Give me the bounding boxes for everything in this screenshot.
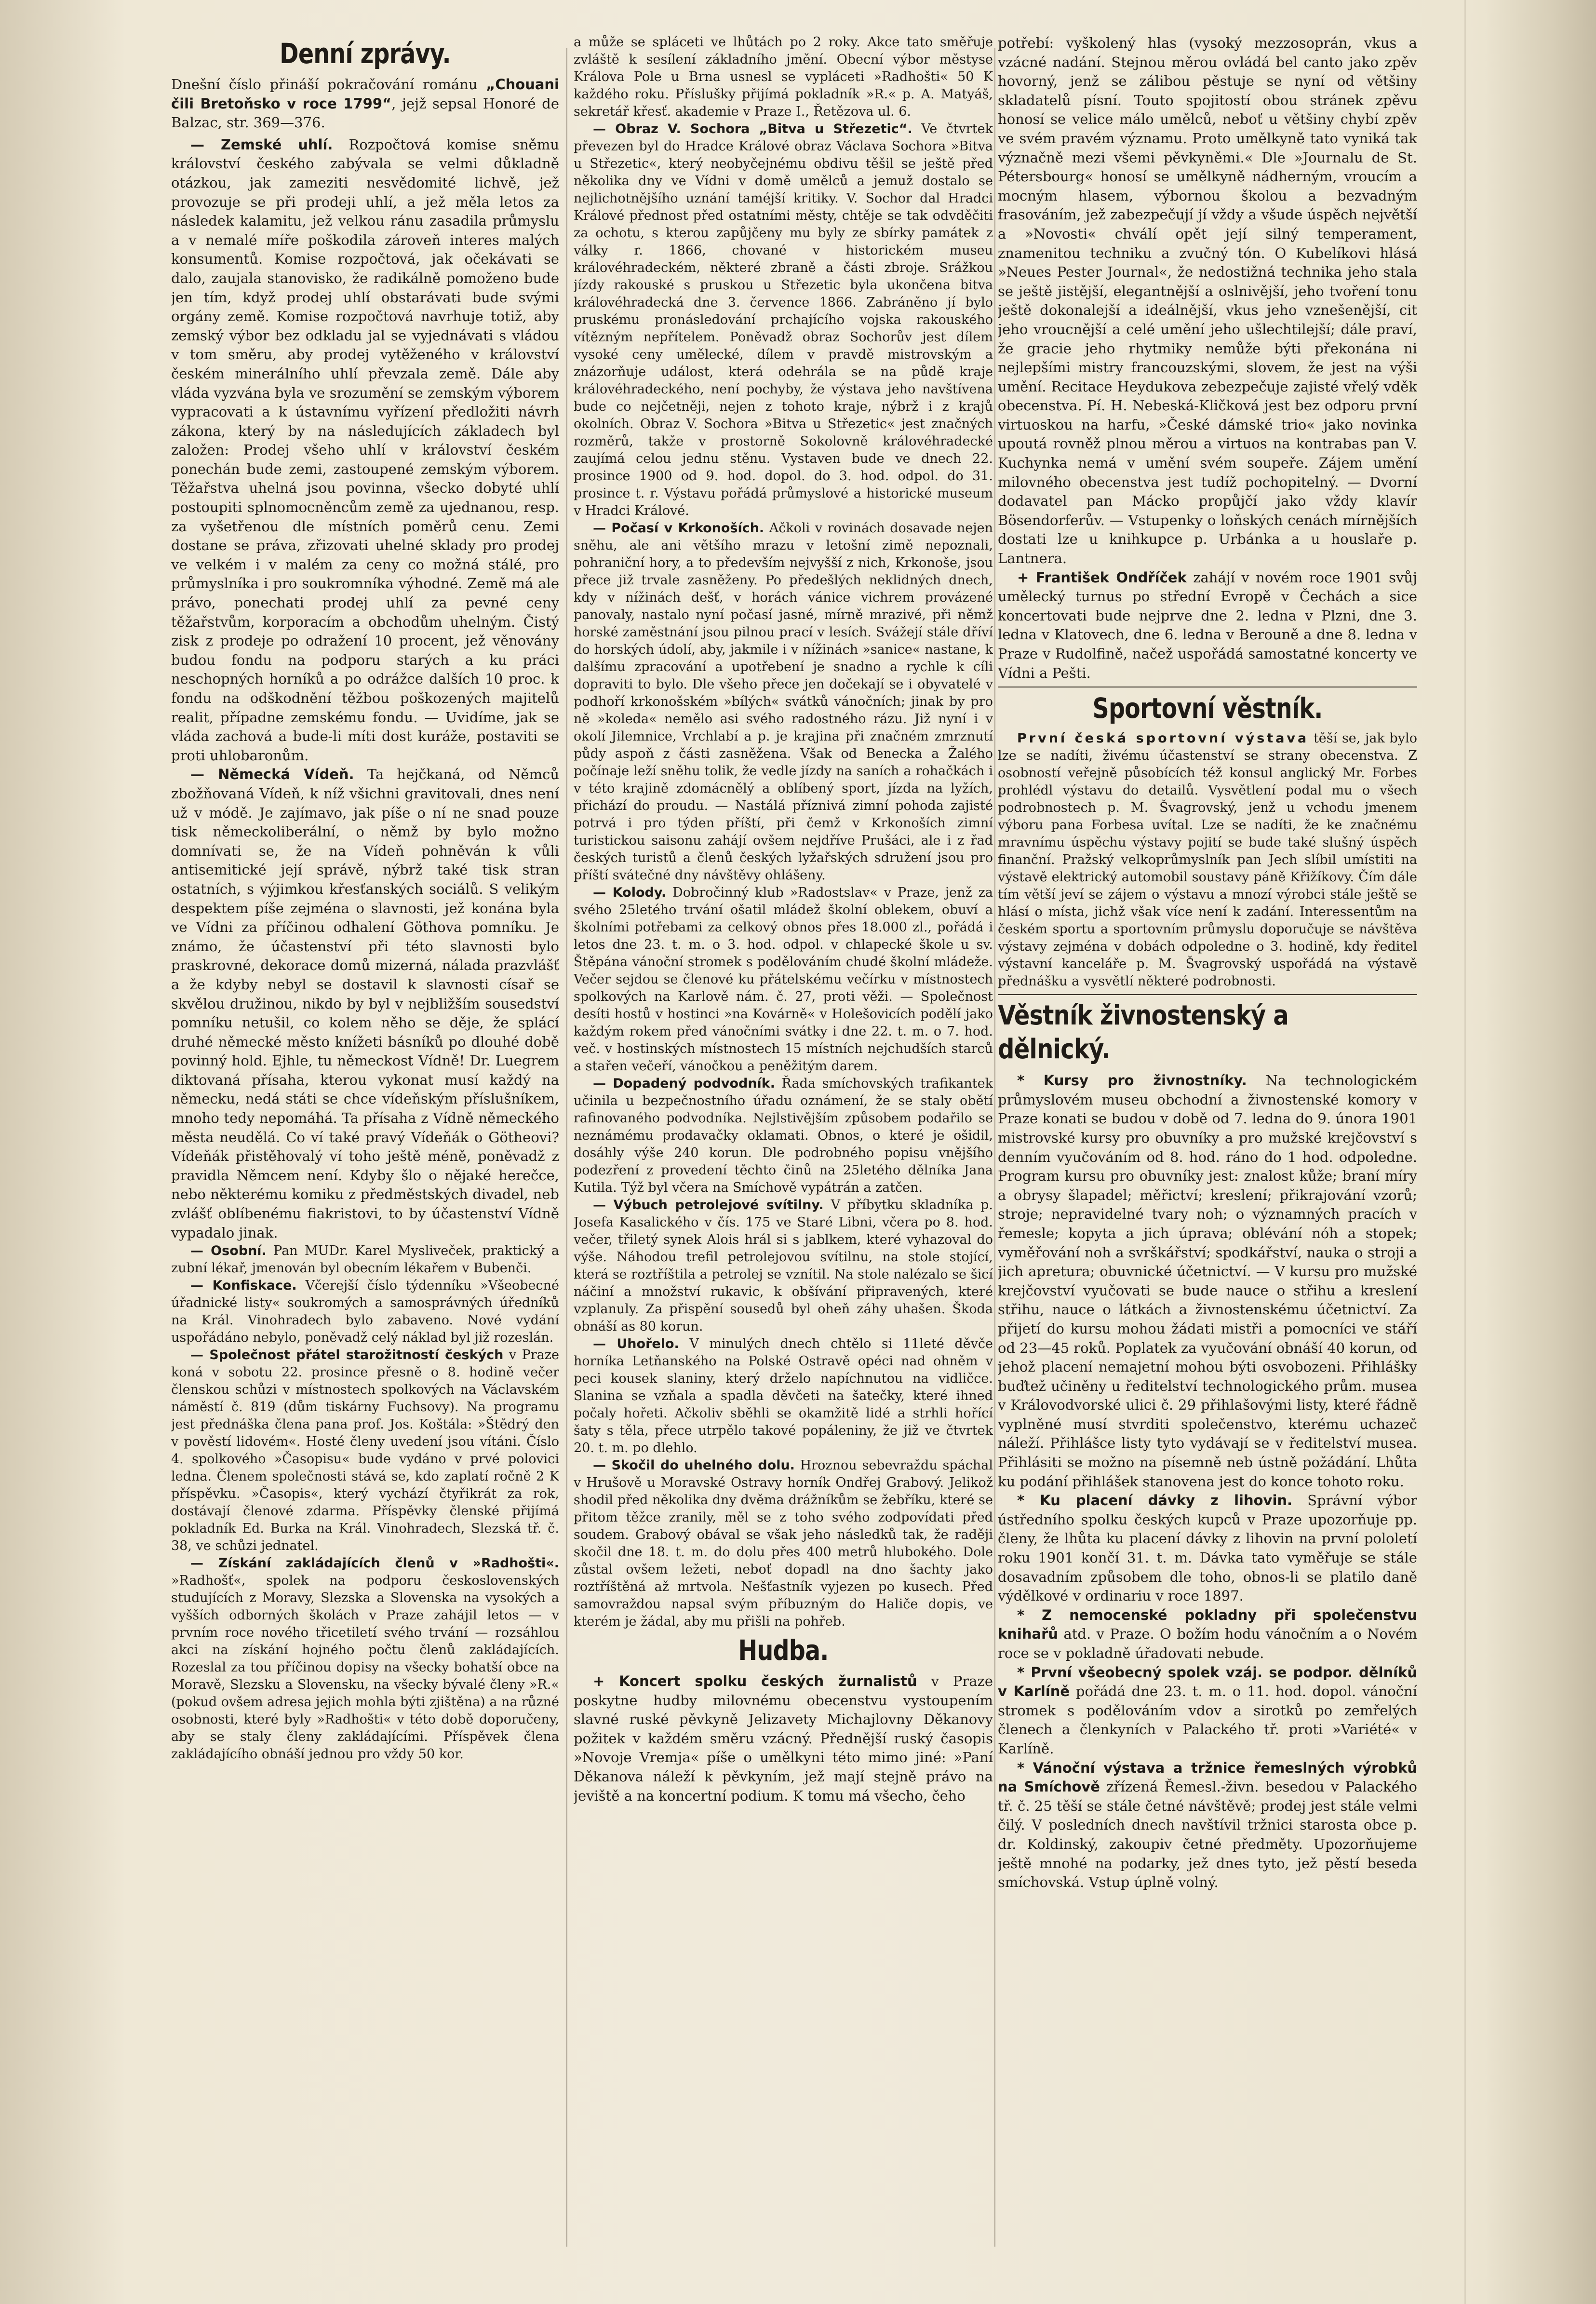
article-body: Na technologickém průmyslovém museu obchodní a živnostenské komory v Praze konati se budou v době od 7. ledna do 9. února 1901 mistrovské kursy pro obuvníky a pro mužské krejčovství s denním vyučováním od 8. hod. ráno do 1 hod. odpoledne. Program kursu pro obuvníky jest: znalost kůže; braní míry a obrysy šlapadel; měřictví; kreslení; přikrajování vzorů; stroje; nepravidelné tvary noh; o významných pracích v řemesle; kopyta a jich úprava; oblévání nóh a stopek; vyměřování noh a svrškářství; spodkářství, nauka o stroji a jich apretura; obuvnické účetnictví. — V kursu pro mužské krejčovství vyučovati se bude nauce o střihu a kreslení střihu, nauce o látkách a živnostenskému účetnictví. Za přijetí do kursu mohou žádati mistři a pomocníci ve stáří od 23—45 roků. Poplatek za vyučování obnáší 40 korun, od jehož placení nemajetní mohou býti osvobozeni. Přihlášky buďtež učiněny u ředitelství technologického prům. musea v Královodvorské ulici č. 29 přihlašovými listy, které řádně vyplněné musí stvrditi společenstvo, kterému uchazeč náleží. Přihlášce listy tyto vydávají se v ředitelství musea. Přihlásiti se možno na písemně neb ústně požádání. Lhůta ku podání přihlášek stanovena jest do konce tohoto roku. (998, 1072, 1417, 1490)
article-body: atd. v Praze. O božím hodu vánočním a o Novém roce se v pokladně úřadovati nebude. (998, 1626, 1417, 1661)
article-body: Správní výbor ústředního spolku českých kupců v Praze upozorňuje pp. členy, že lhůta ku placení dávky z lihovin na první pololetí roku 1901 končí 31. t. m. Dávka tato vyměřuje se stále dosavadním způsobem dle toho, obnos-li se platilo daně výdělkové v ordinariu v roce 1897. (998, 1492, 1417, 1604)
article-body: Rozpočtová komise sněmu království českého zabývala se velmi důkladně otázkou, jak zameziti nesvědomité lichvě, jež provozuje se při prodeji uhlí, a jež měla letos za následek kalamitu, jež velkou ránu zasadila průmyslu a v nemalé míře poškodila zároveň interes malých konsumentů. Komise rozpočtová, jak očekávati se dalo, zaujala stanovisko, že radikálně pomoženo bude jen tím, když prodej uhlí obstarávati bude svými orgány země. Komise rozpočtová navrhuje totiž, aby zemský výbor bez odkladu jal se vyjednávati s vládou v tom směru, aby prodej vytěženého v království českém minerálního uhlí převzala země. Dále aby vláda vyzvána byla ve srozumění se zemským výborem vypracovati a k ústavnímu vyřízení předložiti návrh zákona, který by na následujících základech byl založen: Prodej všeho uhlí v království českém ponechán bude zemi, zastoupené zemským výborem. Těžařstva uhelná jsou povinna, všecko dobyté uhlí postoupiti splnomocněncům země za ujednanou, resp. za vyšetřenou dle místních poměrů cenu. Zemi dostane se práva, zřizovati uhelné sklady pro prodej ve velkém i v malém za ceny co možná stálé, pro průmyslníka i pro soukromníka výhodné. Země má ale právo, ponechati prodej uhlí za pevné ceny těžařstvům, korporacím a obchodům uhelným. Čistý zisk z prodeje po odražení 10 procent, jež věnovány budou fondu na podporu starých a ku práci neschopných horníků a po odrážce dalších 10 proc. k fondu na odškodnění těžbou poškozených majitelů realit, případne zemskému fondu. — Uvidíme, jak se vláda zachová a bude-li míti dost kuráže, postaviti se proti uhlobaronům. (171, 136, 559, 764)
page-left-shadow (0, 0, 125, 2304)
intro-text: Dnešní číslo přináší pokračování románu (171, 76, 486, 93)
column-2 (574, 34, 993, 2271)
article-list (574, 34, 993, 1630)
article (171, 135, 559, 766)
article-body: Ačkoli v rovinách dosavade nejen sněhu, ale ani většího mrazu v letošní zimě nepoznali, pohraniční hory, a to především nejvyšší z nich, Krkonoše, jsou přece již trvale zasněženy. Po předešlých neklidných dnech, kdy v nížinách dešť, v horách vánice vichrem provázené panovaly, nastalo nyní počasí jasné, mírně mrazivé, při němž horské zaměstnání jsou pilnou prací v lesích. Svážejí stále dříví do horských údolí, aby, jakmile i v nížinách »sanice« nastane, k dalšímu zpracování a upotřebení je snadno a rychle k cíli dopraviti to bylo. Dle všeho přece jen dočekají se i obyvatelé v podhoří krkonošském »bílých« svátků vánočních; jinak by pro ně »koleda« nemělo asi svého radostného rázu. Již nyní i v okolí Jilemnice, Vrchlabí a p. je krajina při značném zmrznutí půdy aspoň z části zasněžena. Však od Benecka a Žalého počínaje leží sněhu tolik, že vedle jízdy na saních a rohačkách i v této krajině zdomácnělý a oblíbený sport, jízda na lyžích, přichází do proudu. — Nastálá příznivá zimní pohoda zajisté potrvá i pro týden příští, při čemž v Krkonoších zimní turistickou saisonu zahájí ovšem nejdříve Prušáci, ale i z řad českých turistů a členů českých lyžařských sdružení jsou pro příští svátečné dny návštěvy ohlášeny. (574, 521, 993, 883)
article (574, 1197, 993, 1335)
article (998, 568, 1417, 683)
section-heading-trade: Věstník živnostenský a dělnický. (998, 1000, 1288, 1065)
article-body: Ve čtvrtek převezen byl do Hradce Králové obraz Václava Sochora »Bitva u Střezetic«, který neobyčejnému obdivu těšil se ještě před několika dny ve Vídni v domě umělců a jemuž dostalo se nejlichotnějšího uznání taméjší kritiky. V. Sochor dal Hradci Králové přednost před ostatními městy, chtěje se tak odvděčiti za ochotu, s kterou zapůjčeny mu byly ze sbírky památek z války r. 1866, chované v historickém museu královéhradeckém, některé zbraně a části zbroje. Srážkou jízdy rakouské s pruskou u Střezetic byla ukončena bitva královéhradecká dne 3. července 1866. Zabráněno jí bylo pruskému pronásledování prchajícího vojska rakouského vítězným nepřítelem. Poněvadž obraz Sochorův jest dílem vysoké ceny umělecké, dílem v pravdě mistrovským a znázorňuje událost, která odehrála se na půdě kraje královéhradeckého, není pochyby, že výstava jeho navštívena bude co nejčetněji, nejen z tohoto kraje, nýbrž i z krajů okolních. Obraz V. Sochora »Bitva u Střezetic« jest značných rozměrů, takže v prostorně Sokolovně královéhradecké zaujímá celou jednu stěnu. Vystaven bude ve dnech 22. prosince 1900 od 9. hod. dopol. do 3. hod. odpol. do 31. prosince t. r. Výstavu pořádá průmyslové a historické museum v Hradci Králové. (574, 121, 993, 518)
section-heading-daily-news: Denní zprávy. (280, 37, 451, 70)
article (171, 1555, 559, 1763)
article-body: Včerejší číslo týdenníku »Všeobecné úřadnické listy« soukromých a samosprávných úředníků na Král. Vinohradech bylo zabaveno. Nové vydání uspořádáno nebylo, poněvadž celý náklad byl již rozeslán. (171, 1278, 559, 1346)
article-title: — Společnost přátel starožitností českých (190, 1347, 504, 1363)
article-body: »Radhošť«, spolek na podporu československých studujících z Moravy, Slezska a Slovenska na vysokých a vyšších odborných školách v Praze zahájil letos — v prvním roce nového třicetiletí svého trvání — rozsáhlou akci na získání hojného počtu členů zakládajících. Rozeslal za tou příčinou dopisy na všecky bohatší obce na Moravě, Slezsku a Slovensku, na všecky bývalé členy »R.« (pokud ovšem adresa jejich mohla býti zjištěna) a na různé osobnosti, které byly »Radhošti« v této době doporučeny, aby se staly členy zakládajícími. Příspěvek člena zakládajícího obnáší jednou pro vždy 50 kor. (171, 1573, 559, 1762)
article (171, 1347, 559, 1555)
article (574, 1672, 993, 1805)
article (998, 730, 1417, 990)
article-title: — Výbuch petrolejové svítilny. (593, 1198, 824, 1213)
article-title: * Ku placení dávky z lihovin. (1017, 1492, 1293, 1509)
article (574, 884, 993, 1075)
article-title: — Zemské uhlí. (190, 136, 333, 153)
article (171, 765, 559, 1242)
article (998, 1491, 1417, 1606)
article-title: * Kursy pro živnostníky. (1017, 1072, 1247, 1089)
article-body: Hroznou sebevraždu spáchal v Hrušově u Moravské Ostravy horník Ondřej Grabový. Jelikož shodil před několika dny dvěma drážníkům se žebříku, které se přitom těžce zranily, měl se z toho svého zodpovídati před soudem. Grabový obával se však jeho následků tak, že raději skočil dne 18. t. m. do dolu přes 400 metrů hlubokého. Dole zůstal ovšem ležeti, neboť dopadl na dno šachty jako roztříštěná až mrtvola. Nešťastník vyjezen po kusech. Před samovraždou napsal svým příbuzným do Haliče dopis, ve kterém je žádal, aby mu přišli na pohřeb. (574, 1458, 993, 1629)
article-list (171, 135, 559, 1763)
article-title: + Koncert spolku českých žurnalistů (593, 1673, 917, 1689)
article-title: + František Ondříček (1017, 569, 1187, 586)
section-rule (998, 994, 1417, 995)
article (998, 1071, 1417, 1491)
article-title: — Osobní. (190, 1243, 267, 1259)
article-title: — Uhořelo. (593, 1336, 679, 1351)
article-body: Řada smíchovských trafikantek učinila u bezpečnostního úřadu oznámení, že se staly obětí rafinovaného podvodníka. Nejlstivějším způsobem podařilo se neznámému prodavačky oklamati. Obnos, o které je ošidil, dosáhly výše 240 korun. Dle podrobného popisu vnějšího podezření z provedení těchto činů na 25letého dělníka Jana Kutila. Týž byl včera na Smíchově vypátrán a zatčen. (574, 1076, 993, 1195)
article (171, 1242, 559, 1277)
article-body: Pan MUDr. Karel Mysliveček, praktický a zubní lékař, jmenován byl obecním lékařem v Bubenči. (171, 1243, 559, 1276)
column-divider (994, 48, 995, 2247)
article (574, 34, 993, 121)
column-1 (171, 34, 559, 2271)
intro-paragraph (171, 75, 559, 133)
article-title: * První všeobecný spolek vzáj. se podpor. dělníků v Karlíně (998, 1664, 1417, 1700)
article-body: V minulých dnech chtělo si 11leté děvče horníka Letňanského na Polské Ostravě opéci nad ohněm v peci kousek slaniny, který drželo napíchnutou na vidličce. Slanina se vzňala a spadla děvčeti na šatečky, které ihned počaly hořeti. Ačkoliv sběhli se okamžitě lidé a strhli hořící šaty s těla, přece utrpělo takové popáleniny, že již ve čtvrtek 20. t. m. po dlehlo. (574, 1336, 993, 1455)
article (998, 1663, 1417, 1759)
section-heading-music: Hudba. (738, 1634, 829, 1667)
intro-text-end: , jejž sepsal Honoré de Balzac, str. 369—376. (171, 95, 559, 131)
column-3 (998, 34, 1417, 2271)
article-body: Ta hejčkaná, od Němců zbožňovaná Vídeň, k níž všichni gravitovali, dnes není už v módě. Je zajímavo, jak píše o ní ne snad pouze tisk německoliberální, o němž by bylo možno domnívati se, že na Vídeň pohněván k vůli antisemitické její správě, nýbrž také tisk stran ostatních, s výjimkou křesťanských sociálů. S velikým despektem píše zejména o slavnosti, jež konána byla ve Vídni za příčinou odhalení Göthova pomníku. Je známo, že účastenství při této slavnosti bylo praskrovné, dekorace domů mizerná, nálada prazvlášť a že kdyby nebyl se dostavil k slavnosti císař se skvělou družinou, nikdo by byl v nejbližším sousedství pomníku netušil, co kolem něho se děje, že splácí druhé německé město knížeti básníků po dlouhé době povinný hold. Ejhle, tu německost Vídně! Dr. Luegrem diktovaná přísaha, kterou vykonat musí každý na německu, nedá státi se chce vídeňským příslušníkem, mnoho tedy nepomáhá. Ta přísaha z Vídně německého města neudělá. Co ví také pravý Vídeňák o Götheovi? Vídeňák přistěhovalý ví toho ještě méně, poněvadž z pravidla Němcem není. Kdyby šlo o nějaké herečce, nebo některému komiku z předměstských divadel, neb zvlášť oblíbenému fiakristovi, to by účastenství Vídně vypadalo jinak. (171, 766, 559, 1241)
article-title: — Získání zakládajících členů v »Radhošti«. (190, 1556, 559, 1571)
article-body: v Praze poskytne hudby milovnému obecenstvu vystoupením slavné ruské pěvkyně Jelizavety Michajlovny Děkanovy požitek v každém směru vzácný. Přednější ruský časopis »Novoje Vremja« píše o umělkyni této mimo jiné: »Paní Děkanova náleží k pěvkyním, jež mají stejně právo na jeviště a na koncertní podium. K tomu má všecho, čeho (574, 1673, 993, 1804)
article-body: v Praze koná v sobotu 22. prosince přesně o 8. hodině večer členskou schůzi v místnostech spolkových na Václavském náměstí č. 819 (dům tiskárny Fuchsovy). Na programu jest přednáška člena pana prof. Jos. Koštála: »Štědrý den v pověstí lidovém«. Hosté členy uvedení jsou vítáni. Číslo 4. spolkového »Časopisu« bude vydáno v prvé polovici ledna. Členem společnosti stává se, kdo zaplatí ročně 2 K příspěvku. »Časopis«, který vychází čtyřikrát za rok, dostávají členové zdarma. Příspěvky členské přijímá pokladník Ed. Burka na Král. Vinohradech, Slezská tř. č. 38, ve schůzi jednatel. (171, 1347, 559, 1554)
article-body: zahájí v novém roce 1901 svůj umělecký turnus po střední Evropě v Čechách a sice koncertovati bude nejprve dne 2. ledna v Plzni, dne 3. ledna v Klatovech, dne 6. ledna v Berouně a dne 8. ledna v Praze v Rudolfině, načež uspořádá samostatné koncerty ve Vídni a Pešti. (998, 569, 1417, 681)
article (171, 1277, 559, 1347)
article (574, 1335, 993, 1457)
article (574, 121, 993, 520)
article (998, 1759, 1417, 1892)
article (574, 1075, 993, 1197)
article-title: — Německá Vídeň. (190, 766, 354, 783)
novel-title: „Chouani čili Bretoňsko v roce 1799“ (171, 76, 559, 112)
article (574, 520, 993, 884)
article-continuation: potřebí: vyškolený hlas (vysoký mezzosoprán, vkus a vzácné nadání. Stejnou měrou ovládá bel canto jako zpěv hovorný, jenž se zálibou pěstuje se nyní od většiny skladatelů písní. Touto spojitostí obou stránek zpěvu honosí se velice málo umělců, neboť u většiny chybí zpěv ve svém pravém významu. Proto umělkyně tato vyniká tak význačně mezi všemi pěvkyněmi.« Dle »Journalu de St. Pétersbourg« honosí se umělkyně nádherným, vroucím a mocným hlasem, výbornou školou a bezvadným frasováním, jež zabezpečují jí vždy a všude úspěch největší a »Novosti« chválí opět její silný temperament, znamenitou techniku a zvučný tón. O Kubelíkovi hlásá »Neues Pester Journal«, že nedostižná technika jeho stala se ještě jistější, elegantnější a oslnivější, jeho tvoření tonu ještě dokonalejší a ideálnější, vkus jeho vznešenější, cit jeho vroucnější a celé umění jeho ušlechtilejší; dále praví, že gracie jeho rhytmiky nemůže býti překonána ni nejlepšími mistry francouzskými, slovem, že jest na výši umění. Recitace Heydukova zebezpečuje zajisté vřelý vděk obecenstva. Pí. H. Nebeská-Kličková jest bez odporu první virtuoskou na harfu, »České dámské trio« jako novinka upoutá rovněž plnou měrou a virtuos na kontrabas pan V. Kuchynka nemá v umění svém soupeře. Zájem umění milovného obecenstva jest tudíž pochopitelný. — Dvorní dodavatel pan Mácko propůjčí jako vždy klavír Bösendorferův. — Vstupenky o loňských cenách mírnějších dostati lze u knihkupce p. Urbánka a u houslaře p. Lantnera. (998, 35, 1417, 567)
article-title: — Počasí v Krkonoších. (593, 521, 764, 536)
article-title: První česká sportovní výstava (1017, 731, 1309, 746)
article-list (998, 1071, 1417, 1892)
article-body: zřízená Řemesl.-živn. besedou v Palackého tř. č. 25 těší se stále četné návštěvě; prodej jest stále velmi čilý. V posledních dnech navštívil tržnici starosta obce p. dr. Koldinský, zakoupiv četné předměty. Upozorňujeme ještě mnohé na podarky, jež dnes tyto, jež pěstí beseda smíchovská. Vstup úplně volný. (998, 1779, 1417, 1891)
article-title: — Dopadený podvodník. (593, 1076, 776, 1091)
article-title: * Z nemocenské pokladny při společenstvu knihařů (998, 1606, 1417, 1643)
article (574, 1457, 993, 1630)
article-title: — Obraz V. Sochora „Bitva u Střezetic“. (593, 121, 912, 136)
article-body: V příbytku skladníka p. Josefa Kasalického v čís. 175 ve Staré Libni, včera po 8. hod. večer, třiletý synek Alois hrál si s jablkem, které vyhazoval do výše. Náhodou trefil petrolejovou svítilnu, na stole stojící, která se roztříštila a petrolej se vznítil. Na stole nalézalo se šicí náčiní a množství rukavic, k obšívání připravených, které vzplanuly. Za přispění sousedů byl oheň záhy uhašen. Škoda obnáší as 80 korun. (574, 1198, 993, 1334)
article-title: — Kolody. (593, 885, 667, 900)
article-title: — Skočil do uhelného dolu. (593, 1458, 795, 1473)
article-title: — Konfiskace. (190, 1278, 297, 1293)
article-title: * Vánoční výstava a tržnice řemeslných výrobků na Smíchově (998, 1759, 1417, 1795)
page-right-shadow (1485, 0, 1596, 2304)
article (998, 1606, 1417, 1663)
section-heading-sport: Sportovní věstník. (1092, 692, 1323, 725)
article-body: těší se, jak bylo lze se nadíti, živému účastenství se strany obecenstva. Z osobností veřejně působících též konsul anglický Mr. Forbes prohlédl výstavu do detailů. Vysvětlení podal mu o všech podrobnostech p. M. Švagrovský, jenž u vchodu jmenem výboru pana Forbesa uvítal. Lze se nadíti, že ke značnému mravnímu úspěchu výstavy pojití se bude také slušný úspěch finanční. Pražský velkoprůmyslník pan Jech slíbil umístiti na výstavě elektrický automobil soustavy páně Křižíkovy. Čím dále tím větší jeví se zájem o výstavu a mnozí výrobci stále ještě se hlásí o místa, jichž však více není k zadání. Interessentům na českém sportu a sportovním průmyslu doporučuje se návštěva výstavy zejména v dobách odpoledne o 3. hodině, kdy ředitel výstavní kanceláře p. M. Švagrovský uspořádá na výstavě přednášku a vysvětlí některé podrobnosti. (998, 731, 1417, 989)
column-divider (566, 48, 567, 2247)
page-fold-line (1464, 0, 1466, 2304)
article-body: a může se spláceti ve lhůtách po 2 roky. Akce tato směřuje zvláště k sesílení základního jmění. Obecní výbor městyse Králova Pole u Brna usnesl se vypláceti »Radhošti« 50 K každého roku. Příslušky přijímá pokladník »R.« p. A. Matyáš, sekretář křesť. akademie v Praze I., Řetězova ul. 6. (574, 35, 993, 119)
article-body: pořádá dne 23. t. m. o 11. hod. dopol. vánoční stromek s podělováním vdov a sirotků po zemřelých členech a členkyních v Palackého tř. proti »Variété« v Karlíně. (998, 1683, 1417, 1757)
article-body: Dobročinný klub »Radostslav« v Praze, jenž za svého 25letého trvání ošatil mládež školní oblekem, obuví a školními potřebami za celkový obnos přes 18.000 zl., pořádá i letos dne 23. t. m. o 3. hod. odpol. v chlapecké škole u sv. Štěpána vánoční stromek s podělováním chudé školní mládeže. Večer sejdou se členové ku přátelskému večírku v místnostech spolkových na Karlově nám. č. 27, proti věži. — Společnost desíti hostů v hostinci »na Kovárně« v Holešovicích podělí jako každým rokem před vánočními svátky i dne 22. t. m. o 7. hod. več. v hostinských místnostech 15 místních nejchudších starců a stařen večeří, vánočkou a peněžitým darem. (574, 885, 993, 1074)
